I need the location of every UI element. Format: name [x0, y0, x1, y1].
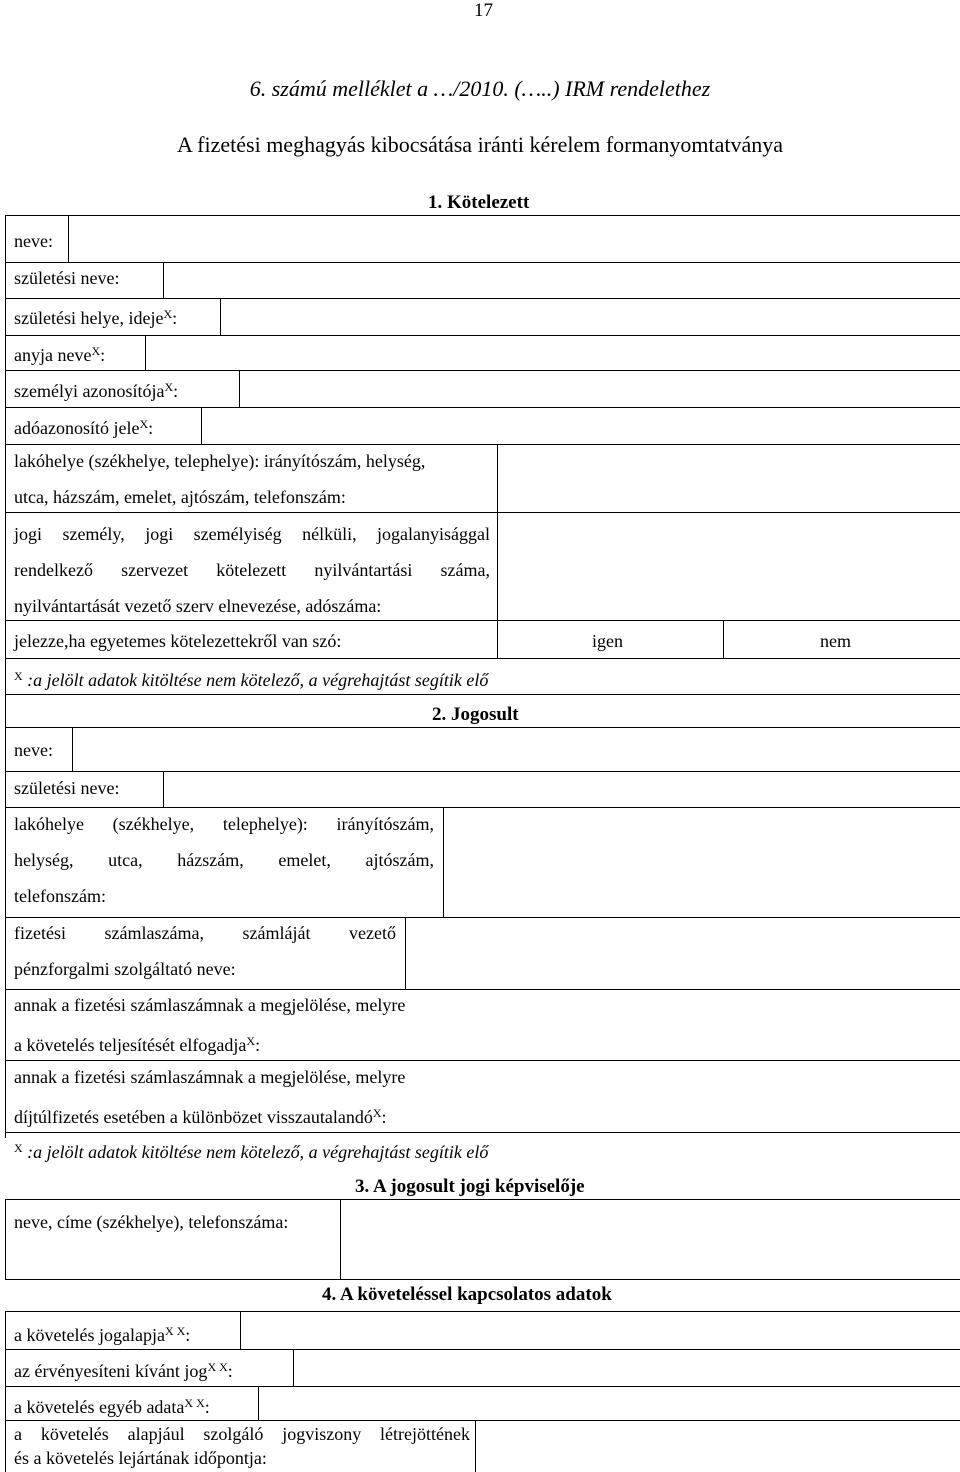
obligee-birth-name-field[interactable]	[165, 773, 955, 805]
obligor-address-label-2: utca, házszám, emelet, ajtószám, telefonszám:	[14, 487, 346, 507]
form-title: A fizetési meghagyás kibocsátása iránti kérelem formanyomtatványa	[177, 132, 783, 157]
claim-dates-label-2: és a követelés lejártának időpontja:	[14, 1448, 267, 1468]
claim-right-label: az érvényesíteni kívánt jog$^{X X}$:	[14, 1360, 233, 1381]
obligor-address-field[interactable]	[499, 446, 955, 510]
obligor-mother-name-label: anyja neve$^X$:	[14, 344, 106, 365]
obligee-address-label-3: telefonszám:	[14, 886, 106, 906]
obligee-address-field[interactable]	[445, 809, 955, 915]
obligor-address-label-1: lakóhelye (székhelye, telephelye): irányítószám, helység,	[14, 451, 426, 471]
obligee-address-label-1: lakóhelye (székhelye, telephelye): irányítószám,	[14, 814, 434, 834]
obligor-legal-label-1: jogi személy, jogi személyiség nélküli, jogalanyisággal	[14, 524, 490, 544]
section1-heading: 1. Kötelezett	[428, 192, 530, 213]
obligor-tax-id-field[interactable]	[203, 409, 955, 442]
section3-heading: 3. A jogosult jogi képviselője	[355, 1176, 585, 1197]
obligor-mother-name-field[interactable]	[147, 337, 955, 368]
claim-legal-basis-label: a követelés jogalapja$^{X X}$:	[14, 1324, 191, 1345]
refund-account-field[interactable]	[480, 1062, 955, 1130]
obligor-legal-label-3: nyilvántartását vezető szerv elnevezése, adószáma:	[14, 596, 382, 616]
claim-dates-field[interactable]	[477, 1422, 955, 1470]
obligee-account-field[interactable]	[407, 919, 955, 987]
joint-obligors-label: jelezze,ha egyetemes kötelezettekről van szó:	[14, 631, 342, 651]
joint-no-option[interactable]: nem	[820, 631, 851, 651]
obligor-personal-id-field[interactable]	[241, 372, 955, 405]
obligor-personal-id-label: személyi azonosítója$^X$:	[14, 380, 179, 401]
claim-legal-basis-field[interactable]	[242, 1313, 955, 1347]
section2-optional-note: $^X$ :a jelölt adatok kitöltése nem kötelező, a végrehajtást segítik elő	[14, 1141, 489, 1162]
obligor-birth-name-label: születési neve:	[14, 268, 120, 288]
section2-heading: 2. Jogosult	[432, 704, 519, 725]
annex-reference: 6. számú melléklet a …/2010. (…..) IRM rendelethez	[249, 76, 711, 101]
acceptance-account-field[interactable]	[480, 991, 955, 1058]
claim-dates-label-1: a követelés alapjául szolgáló jogviszony létrejöttének	[14, 1424, 470, 1444]
obligor-birth-place-label: születési helye, ideje$^X$:	[14, 307, 178, 328]
section4-heading: 4. A követeléssel kapcsolatos adatok	[322, 1284, 612, 1305]
obligee-name-label: neve:	[14, 740, 53, 760]
obligor-birth-name-field[interactable]	[165, 264, 955, 296]
obligor-name-field[interactable]	[70, 222, 955, 260]
page-number: 17	[474, 0, 493, 21]
acceptance-account-label-2: a követelés teljesítését elfogadja$^X$:	[14, 1034, 261, 1055]
refund-account-label-2: díjtúlfizetés esetében a különbözet visszautalandó$^X$:	[14, 1106, 387, 1127]
obligee-birth-name-label: születési neve:	[14, 778, 120, 798]
obligor-tax-id-label: adóazonosító jele$^X$:	[14, 417, 154, 438]
obligor-birth-place-field[interactable]	[222, 300, 955, 333]
acceptance-account-label-1: annak a fizetési számlaszámnak a megjelölése, melyre	[14, 995, 406, 1015]
section1-optional-note: $^X$ :a jelölt adatok kitöltése nem kötelező, a végrehajtást segítik elő	[14, 669, 489, 690]
joint-yes-option[interactable]: igen	[592, 631, 623, 651]
obligor-registry-field[interactable]	[499, 514, 955, 618]
obligor-name-label: neve:	[14, 231, 53, 251]
obligee-account-label-1: fizetési számlaszáma, számláját vezető	[14, 923, 396, 943]
claim-other-data-field[interactable]	[260, 1388, 955, 1418]
claim-right-field[interactable]	[295, 1351, 955, 1384]
obligor-legal-label-2: rendelkező szervezet kötelezett nyilvántartási száma,	[14, 560, 490, 580]
obligee-name-field[interactable]	[74, 729, 955, 769]
obligee-account-label-2: pénzforgalmi szolgáltató neve:	[14, 959, 236, 979]
representative-field[interactable]	[342, 1201, 955, 1277]
representative-label: neve, címe (székhelye), telefonszáma:	[14, 1212, 289, 1232]
obligee-address-label-2: helység, utca, házszám, emelet, ajtószám,	[14, 850, 434, 870]
claim-other-data-label: a követelés egyéb adata$^{X X}$:	[14, 1396, 210, 1417]
refund-account-label-1: annak a fizetési számlaszámnak a megjelölése, melyre	[14, 1067, 406, 1087]
